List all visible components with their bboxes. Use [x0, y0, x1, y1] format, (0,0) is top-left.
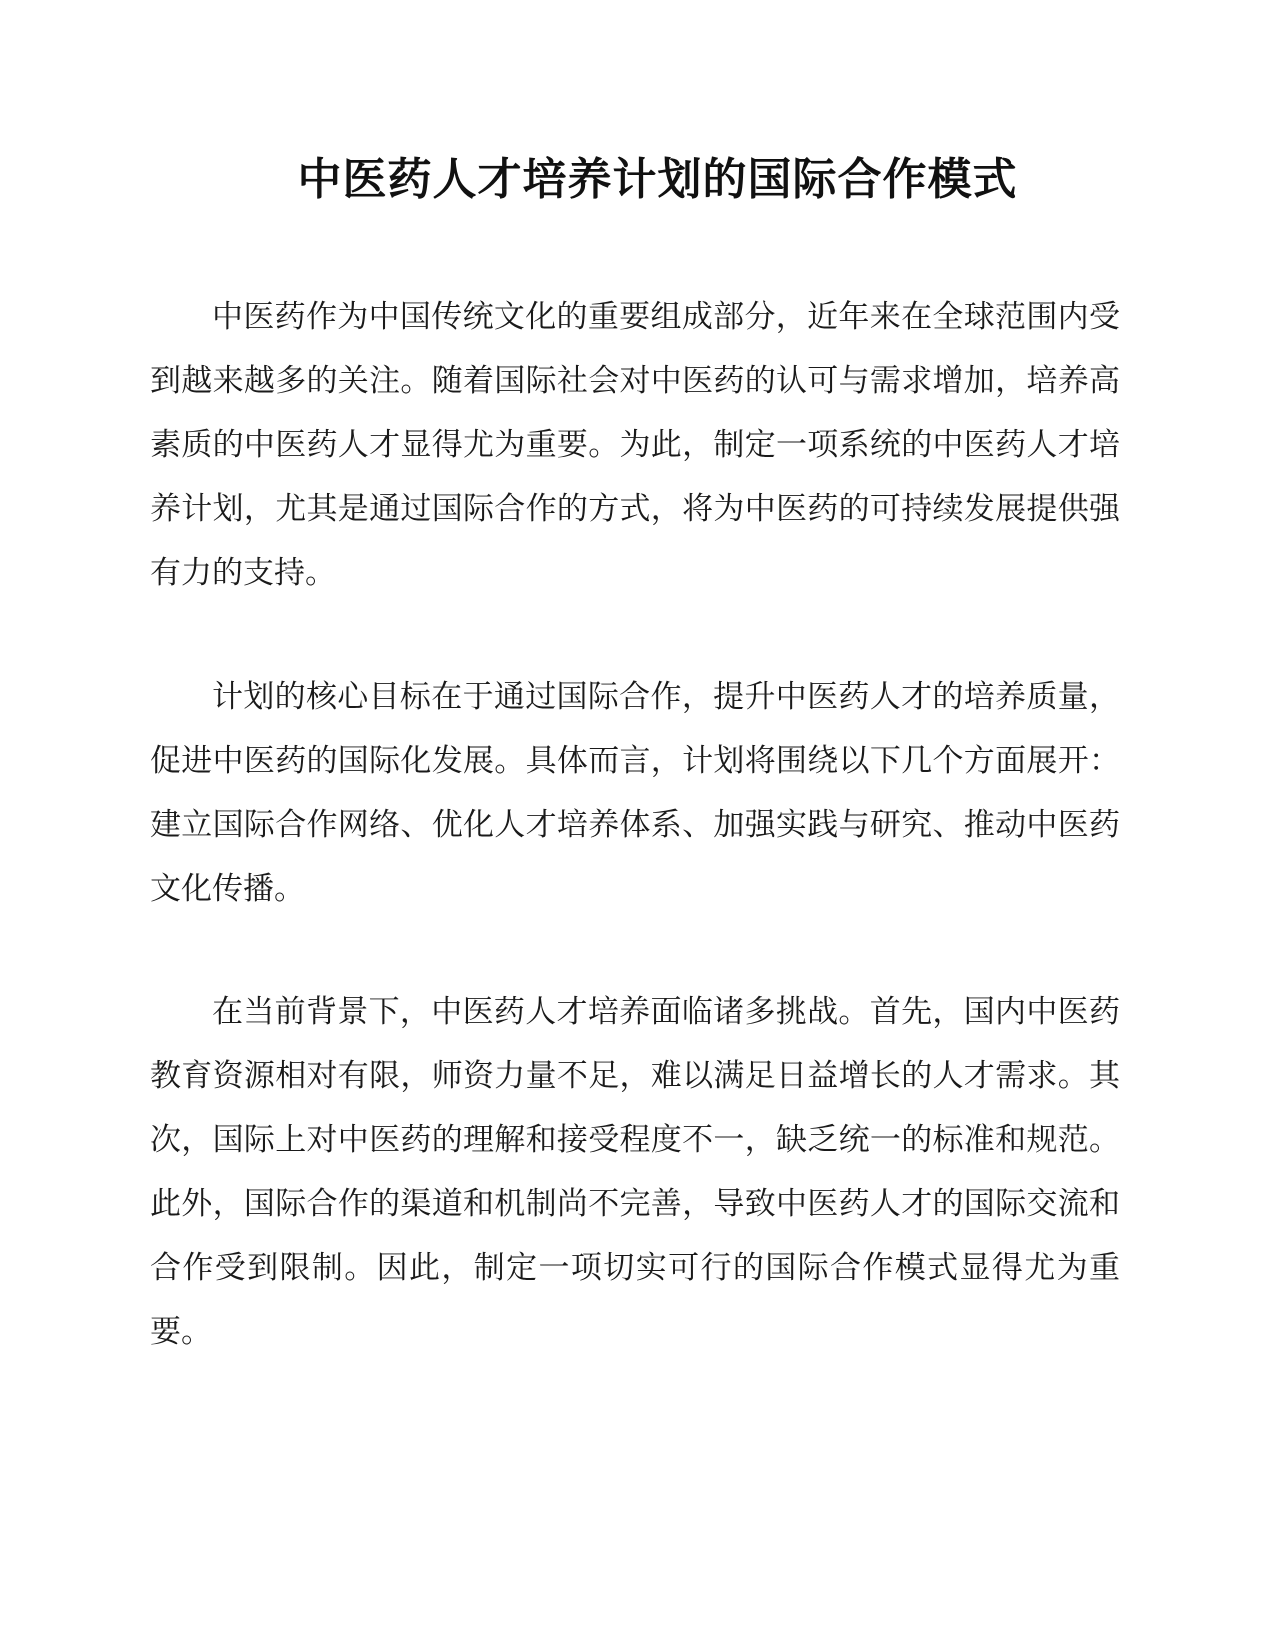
document-title: 中医药人才培养计划的国际合作模式 — [297, 154, 1018, 205]
paragraph-core-goals: 计划的核心目标在于通过国际合作，提升中医药人才的培养质量，促进中医药的国际化发展。具体而言，计划将围绕以下几个方面展开：建立国际合作网络、优化人才培养体系、加强实践与研究、推动中医药文化传播。 — [150, 679, 1120, 907]
paragraph-introduction: 中医药作为中国传统文化的重要组成部分，近年来在全球范围内受到越来越多的关注。随着国际社会对中医药的认可与需求增加，培养高素质的中医药人才显得尤为重要。为此，制定一项系统的中医药人才培养计划，尤其是通过国际合作的方式，将为中医药的可持续发展提供强有力的支持。 — [150, 299, 1120, 591]
paragraph-challenges: 在当前背景下，中医药人才培养面临诸多挑战。首先，国内中医药教育资源相对有限，师资力量不足，难以满足日益增长的人才需求。其次，国际上对中医药的理解和接受程度不一，缺乏统一的标准和规范。此外，国际合作的渠道和机制尚不完善，导致中医药人才的国际交流和合作受到限制。因此，制定一项切实可行的国际合作模式显得尤为重要。 — [150, 994, 1120, 1350]
